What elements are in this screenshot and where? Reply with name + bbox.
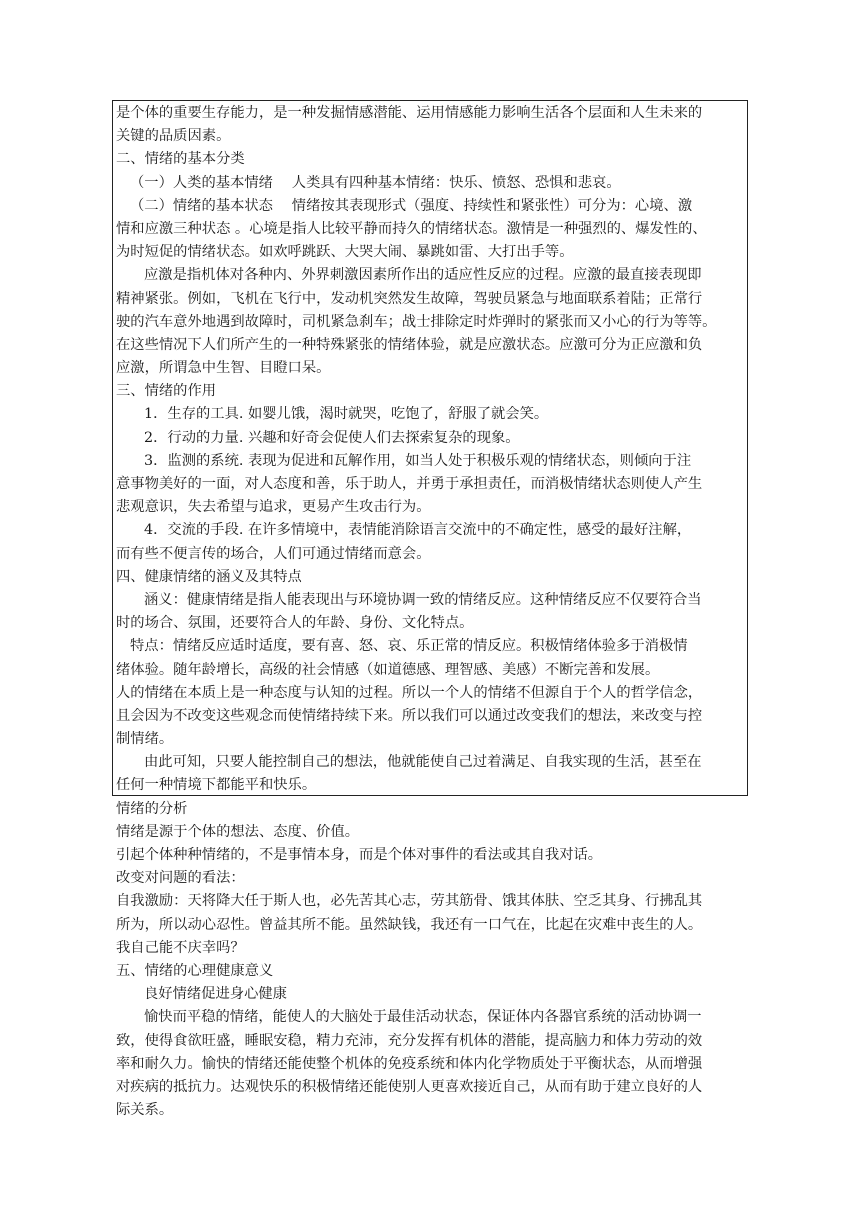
text-line: 精神紧张。例如，飞机在飞行中，发动机突然发生故障，驾驶员紧急与地面联系着陆；正常行 — [116, 290, 703, 307]
text-line: 制情绪。 — [116, 731, 174, 748]
text-line: 所为，所以动心忍性。曾益其所不能。虽然缺钱，我还有一口气在，比起在灾难中丧生的人。 — [116, 916, 703, 933]
text-line: 为时短促的情绪状态。如欢呼跳跃、大哭大闹、暴跳如雷、大打出手等。 — [116, 244, 574, 261]
text-line: 特点：情绪反应适时适度，要有喜、怒、哀、乐正常的情反应。积极情绪体验多于消极情 — [130, 638, 688, 655]
text-line: 绪体验。随年龄增长，高级的社会情感（如道德感、理智感、美感）不断完善和发展。 — [116, 661, 660, 678]
text-line: 且会因为不改变这些观念而使情绪持续下来。所以我们可以通过改变我们的想法，来改变与控 — [116, 707, 703, 724]
section-heading: 三、情绪的作用 — [116, 383, 217, 400]
text-line: 引起个体种种情绪的，不是事情本身，而是个体对事件的看法或其自我对话。 — [116, 847, 603, 863]
text-line: 由此可知，只要人能控制自己的想法，他就能使自己过着满足、自我实现的生活，甚至在 — [144, 754, 702, 771]
text-line: 自我激励：天将降大任于斯人也，必先苦其心志，劳其筋骨、饿其体肤、空乏其身、行拂乱其 — [116, 893, 703, 910]
section-heading: 二、情绪的基本分类 — [116, 151, 245, 168]
text-line: 任何一种情境下都能平和快乐。 — [116, 777, 317, 794]
text-line: 意事物美好的一面，对人态度和善，乐于助人，并勇于承担责任，而消极情绪状态则使人产生 — [116, 476, 703, 492]
text-line: 人的情绪在本质上是一种态度与认知的过程。所以一个人的情绪不但源自于个人的哲学信念， — [116, 684, 703, 701]
text-line: 改变对问题的看法： — [116, 870, 245, 887]
text-line: 在这些情况下人们所产生的一种特殊紧张的情绪体验，就是应激状态。应激可分为正应激和负 — [116, 336, 703, 353]
text-line: 对疾病的抵抗力。达观快乐的积极情绪还能使别人更喜欢接近自己，从而有助于建立良好的人 — [116, 1078, 703, 1095]
text-line: 3．监测的系统. 表现为促进和瓦解作用，如当人处于积极乐观的情绪状态，则倾向于注 — [144, 452, 692, 469]
text-line: 1．生存的工具. 如婴儿饿，渴时就哭，吃饱了，舒服了就会笑。 — [144, 406, 549, 423]
text-line: 应激，所谓急中生智、目瞪口呆。 — [116, 360, 331, 377]
text-line: 2．行动的力量. 兴趣和好奇会促使人们去探索复杂的现象。 — [144, 429, 520, 446]
text-line: 是个体的重要生存能力，是一种发掘情感潜能、运用情感能力影响生活各个层面和人生未来的 — [116, 105, 703, 121]
text-line: 关键的品质因素。 — [116, 128, 231, 145]
section-heading: 四、健康情绪的涵义及其特点 — [116, 568, 302, 585]
text-line: 4．交流的手段. 在许多情境中，表情能消除语言交流中的不确定性，感受的最好注解， — [144, 522, 692, 539]
text-line: 愉快而平稳的情绪，能使人的大脑处于最佳活动状态，保证体内各器官系统的活动协调一 — [144, 1009, 702, 1026]
section-heading: 情绪的分析 — [116, 800, 188, 817]
text-line: （一）人类的基本情绪 人类具有四种基本情绪：快乐、愤怒、恐惧和悲哀。 — [130, 174, 621, 191]
section-heading: 五、情绪的心理健康意义 — [116, 962, 274, 979]
text-line: 应激是指机体对各种内、外界刺激因素所作出的适应性反应的过程。应激的最直接表现即 — [144, 267, 702, 284]
text-line: 涵义：健康情绪是指人能表现出与环境协调一致的情绪反应。这种情绪反应不仅要符合当 — [144, 591, 702, 608]
text-line: 驶的汽车意外地遇到故障时，司机紧急刹车；战士排除定时炸弹时的紧张而又小心的行为等等。 — [116, 313, 717, 330]
text-line: 情绪是源于个体的想法、态度、价值。 — [116, 823, 360, 840]
text-line: 悲观意识，失去希望与追求，更易产生攻击行为。 — [116, 499, 431, 516]
subheading: 良好情绪促进身心健康 — [144, 986, 287, 1003]
text-line: 我自己能不庆幸吗？ — [116, 939, 245, 956]
text-line: （二）情绪的基本状态 情绪按其表现形式（强度、持续性和紧张性）可分为：心境、激 — [130, 197, 693, 214]
text-line: 致，使得食欲旺盛，睡眠安稳，精力充沛，充分发挥有机体的潜能，提高脑力和体力劳动的效 — [116, 1032, 703, 1049]
text-line: 而有些不便言传的场合，人们可通过情绪而意会。 — [116, 545, 431, 562]
text-line: 际关系。 — [116, 1102, 174, 1119]
text-line: 情和应激三种状态 。心境是指人比较平静而持久的情绪状态。激情是一种强烈的、爆发性的、 — [116, 220, 707, 237]
document-text-box — [112, 100, 748, 1119]
text-line: 时的场合、氛围，还要符合人的年龄、身份、文化特点。 — [116, 615, 474, 632]
text-line: 率和耐久力。愉快的情绪还能使整个机体的免疫系统和体内化学物质处于平衡状态，从而增强 — [116, 1055, 703, 1072]
